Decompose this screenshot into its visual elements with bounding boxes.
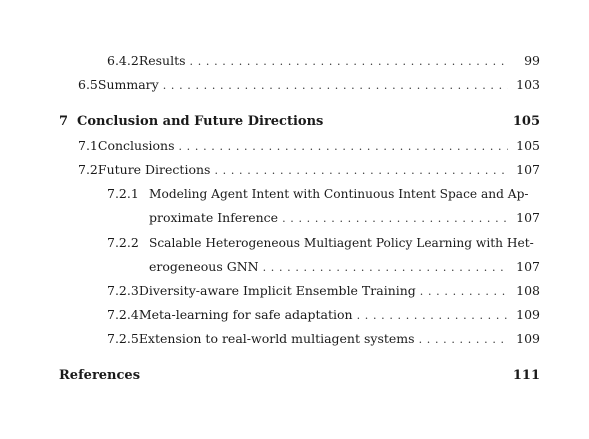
toc-entry-7-2[interactable] — [78, 162, 540, 179]
entry-number: 7.2 — [78, 162, 98, 177]
entry-title: Results — [138, 53, 186, 68]
toc-chapter-7[interactable] — [59, 114, 540, 130]
toc-entry-7-2-1-line1[interactable] — [107, 186, 540, 202]
entry-page: 107 — [516, 259, 540, 274]
dot-leader — [419, 332, 508, 348]
entry-number: 7.2.1 — [107, 186, 139, 201]
entry-number: 6.4.2 — [107, 53, 139, 68]
entry-page: 105 — [516, 138, 540, 153]
entry-number: 7.1 — [78, 138, 98, 153]
entry-number: 7.2.2 — [107, 235, 139, 250]
entry-page: 108 — [516, 283, 540, 298]
entry-number: 7.2.4 — [107, 307, 139, 322]
entry-page: 107 — [516, 162, 540, 177]
dot-leader — [357, 308, 508, 324]
toc-entry-7-1[interactable] — [78, 138, 540, 155]
entry-page: 109 — [516, 307, 540, 322]
dot-leader — [282, 211, 508, 227]
toc-entry-7-2-2-line2[interactable] — [149, 259, 540, 276]
entry-number: 7.2.3 — [107, 283, 139, 298]
entry-title: Future Directions — [97, 162, 211, 177]
entry-title: Diversity-aware Implicit Ensemble Training — [138, 283, 416, 298]
entry-page: 107 — [516, 210, 540, 225]
chapter-title: Conclusion and Future Directions — [77, 114, 324, 129]
dot-leader — [178, 139, 508, 155]
dot-leader — [190, 54, 508, 70]
toc-entry-7-2-3[interactable] — [107, 283, 540, 300]
references-title: References — [59, 368, 141, 383]
chapter-page: 105 — [512, 114, 540, 129]
toc-entry-7-2-5[interactable] — [107, 331, 540, 348]
references-page: 111 — [512, 368, 540, 383]
chapter-number: 7 — [59, 114, 69, 129]
dot-leader — [263, 260, 508, 276]
entry-number: 6.5 — [78, 77, 98, 92]
toc-entry-6-5[interactable] — [78, 77, 540, 94]
entry-number: 7.2.5 — [107, 331, 139, 346]
entry-page: 103 — [516, 77, 540, 92]
entry-title: Modeling Agent Intent with Continuous Intent Space and Ap- — [149, 187, 529, 201]
entry-title-continued: erogeneous GNN — [149, 259, 259, 274]
entry-page: 109 — [516, 331, 540, 346]
toc-entry-7-2-4[interactable] — [107, 307, 540, 324]
toc-entry-7-2-1-line2[interactable] — [149, 210, 540, 227]
toc-entry-6-4-2[interactable] — [107, 53, 540, 70]
entry-title: Conclusions — [97, 138, 175, 153]
dot-leader — [420, 284, 508, 300]
entry-title-continued: proximate Inference — [149, 210, 279, 225]
toc-entry-7-2-2-line1[interactable] — [107, 235, 540, 251]
entry-title: Meta-learning for safe adaptation — [138, 307, 353, 322]
entry-title: Summary — [97, 77, 159, 92]
dot-leader — [163, 78, 508, 94]
entry-title: Scalable Heterogeneous Multiagent Policy Learning with Het- — [149, 236, 534, 250]
entry-title: Extension to real-world multiagent systems — [138, 331, 415, 346]
toc-references[interactable] — [59, 368, 540, 384]
entry-page: 99 — [524, 53, 540, 68]
dot-leader — [214, 163, 508, 179]
